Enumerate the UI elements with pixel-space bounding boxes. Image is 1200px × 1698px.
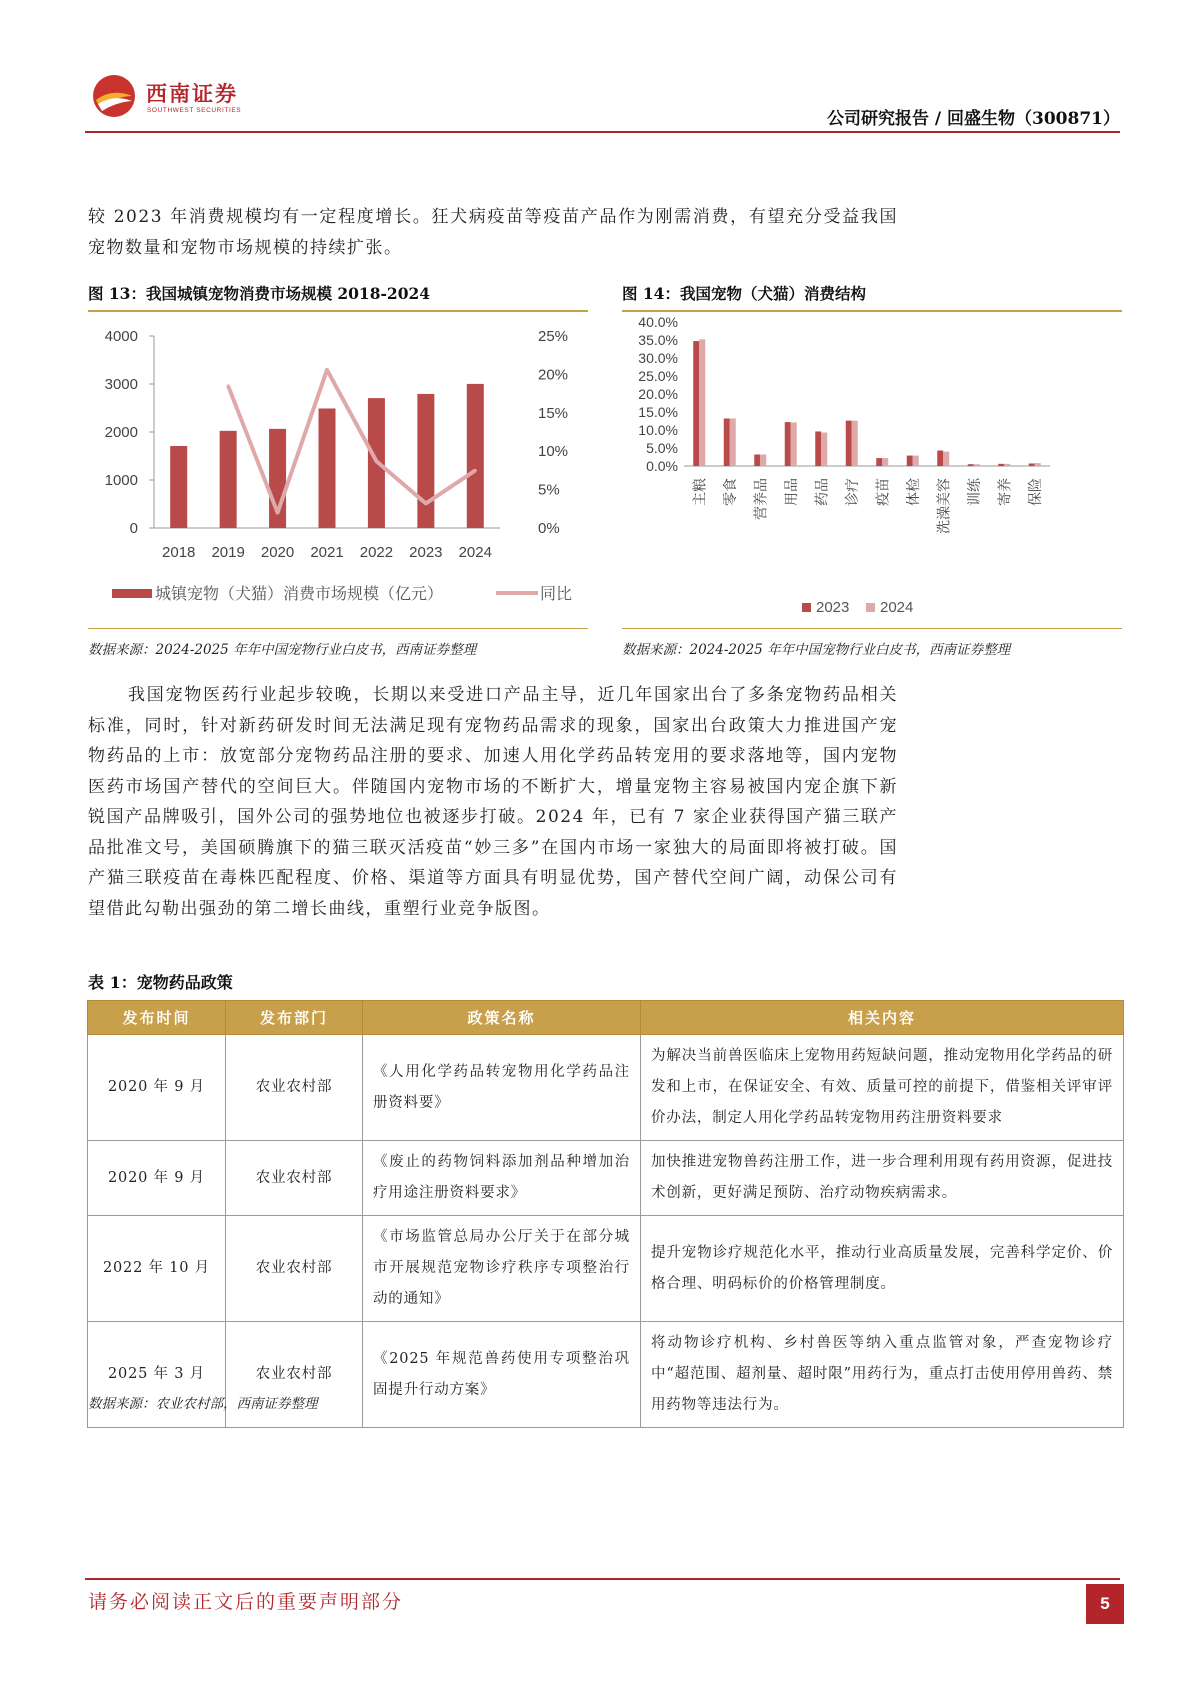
x-tick-label: 2020 xyxy=(260,544,295,561)
bar-2023-营养品 xyxy=(754,454,760,466)
bar-2023-寄养 xyxy=(998,464,1004,466)
yoy-point xyxy=(326,368,329,371)
yoy-point xyxy=(424,502,427,505)
y-tick-label-right: 25% xyxy=(538,328,569,345)
report-title: 公司研究报告 / 回盛生物（300871） xyxy=(826,109,1120,129)
bar-2024-营养品 xyxy=(760,454,766,466)
x-tick-label: 体检 xyxy=(904,478,921,506)
x-tick-label: 2022 xyxy=(359,544,394,561)
figure-13-chart xyxy=(88,314,588,626)
figure-13-top-rule xyxy=(88,310,588,312)
x-tick-label: 2023 xyxy=(409,544,443,561)
legend-swatch-2023 xyxy=(802,603,811,612)
bar-2023 xyxy=(417,394,434,528)
y-tick-label-right: 10% xyxy=(538,443,569,461)
x-tick-label: 2018 xyxy=(162,544,196,561)
bar-2023-零食 xyxy=(724,418,730,466)
x-tick-label: 零食 xyxy=(721,478,738,506)
y-tick-label-left: 1000 xyxy=(104,472,138,489)
figure-14-top-rule xyxy=(622,310,1122,312)
yoy-point xyxy=(474,469,477,472)
y-tick-label: 30.0% xyxy=(638,350,678,366)
bar-2024-用品 xyxy=(791,422,797,466)
y-tick-label-left: 3000 xyxy=(104,376,138,393)
bar-2024-诊疗 xyxy=(852,421,858,466)
x-tick-label: 用品 xyxy=(782,478,799,506)
y-tick-label: 10.0% xyxy=(638,422,678,438)
bar-2021 xyxy=(319,408,336,528)
x-tick-label: 洗澡美容 xyxy=(935,478,952,534)
cell-content: 将动物诊疗机构、乡村兽医等纳入重点监管对象，严查宠物诊疗中“超范围、超剂量、超时限”用药行为，重点打击使用停用兽药、禁用药物等违法行为。 xyxy=(641,1322,1124,1428)
y-tick-label-right: 0% xyxy=(538,520,560,537)
bar-2024 xyxy=(467,384,484,528)
cell-date: 2022 年 10 月 xyxy=(88,1216,226,1322)
bar-2023-洗澡美容 xyxy=(937,451,943,466)
yoy-point xyxy=(227,384,230,387)
body-paragraph-2: 我国宠物医药行业起步较晚，长期以来受进口产品主导，近几年国家出台了多条宠物药品相关标准，同时，针对新药研发时间无法满足现有宠物药品需求的现象，国家出台政策大力推进国产宠物药品的上市：放宽部分宠物药品注册的要求、加速人用化学药品转宠用的要求落地等，国内宠物医药市场国产替代的空间巨大。伴随国内宠物市场的不断扩大，增量宠物主容易被国内宠企旗下新锐国产品牌吸引，国外公司的强势地位也被逐步打破。2024 年，已有 7 家企业获得国产猫三联产品批准文号，美国硕腾旗下的猫三联灭活疫苗“妙三多”在国内市场一家独大的局面即将被打破。国产猫三联疫苗在毒株匹配程度、价格、渠道等方面具有明显优势，国产替代空间广阔，动保公司有望借此勾勒出强劲的第二增长曲线，重塑行业竞争版图。 xyxy=(88,685,898,919)
y-tick-label-left: 2000 xyxy=(104,424,138,441)
figure-14-source: 数据来源：2024-2025 年年中国宠物行业白皮书，西南证券整理 xyxy=(622,642,1011,658)
bar-2024-药品 xyxy=(821,433,827,466)
cell-department: 农业农村部 xyxy=(226,1035,363,1141)
footer-divider xyxy=(85,1578,1120,1580)
logo-mark-icon xyxy=(92,74,136,118)
x-tick-label: 诊疗 xyxy=(843,478,860,506)
bar-2024-体检 xyxy=(913,456,919,466)
table-row xyxy=(88,1035,1124,1141)
header-release-date: 发布时间 xyxy=(88,1001,226,1035)
y-tick-label: 35.0% xyxy=(638,332,678,348)
legend-label-yoy: 同比 xyxy=(540,586,573,603)
cell-policy: 《2025 年规范兽药使用专项整治巩固提升行动方案》 xyxy=(363,1322,641,1428)
x-tick-label: 疫苗 xyxy=(874,478,891,506)
bar-2023-疫苗 xyxy=(876,458,882,466)
cell-date: 2020 年 9 月 xyxy=(88,1035,226,1141)
y-tick-label: 40.0% xyxy=(638,314,678,330)
x-tick-label: 主粮 xyxy=(691,478,708,506)
y-tick-label-right: 15% xyxy=(538,404,569,422)
cell-policy: 《废止的药物饲料添加剂品种增加治疗用途注册资料要求》 xyxy=(363,1141,641,1216)
bar-2024-保险 xyxy=(1035,463,1041,466)
legend-swatch-2024 xyxy=(866,603,875,612)
cell-department: 农业农村部 xyxy=(226,1141,363,1216)
y-tick-label-right: 20% xyxy=(538,366,569,384)
legend-swatch-bar xyxy=(112,589,152,598)
bar-2019 xyxy=(220,431,237,528)
figure-14-chart xyxy=(622,314,1122,626)
page-number: 5 xyxy=(1086,1584,1124,1624)
header-department: 发布部门 xyxy=(226,1001,363,1035)
cell-department: 农业农村部 xyxy=(226,1216,363,1322)
bar-2024-主粮 xyxy=(699,339,705,466)
y-tick-label-right: 5% xyxy=(538,481,560,499)
y-tick-label: 0.0% xyxy=(646,458,678,474)
x-tick-label: 2021 xyxy=(310,544,344,561)
bar-2018 xyxy=(170,446,187,528)
y-tick-label: 20.0% xyxy=(638,386,678,402)
bar-2023-主粮 xyxy=(693,341,699,466)
figure-14-title: 图 14：我国宠物（犬猫）消费结构 xyxy=(622,284,866,303)
header-divider xyxy=(85,131,1120,133)
y-tick-label: 5.0% xyxy=(646,440,678,456)
policy-table xyxy=(87,1000,1124,1428)
bar-2024-洗澡美容 xyxy=(943,452,949,466)
table-row xyxy=(88,1141,1124,1216)
logo-name-cn: 西南证券 xyxy=(146,81,238,106)
cell-content: 提升宠物诊疗规范化水平，推动行业高质量发展，完善科学定价、价格合理、明码标价的价格管理制度。 xyxy=(641,1216,1124,1322)
header-content: 相关内容 xyxy=(641,1001,1124,1035)
header-policy-name: 政策名称 xyxy=(363,1001,641,1035)
y-tick-label-left: 4000 xyxy=(104,328,138,345)
legend-label-2023: 2023 xyxy=(816,599,850,616)
bar-2023-药品 xyxy=(815,431,821,466)
yoy-line xyxy=(228,370,475,513)
x-tick-label: 药品 xyxy=(813,478,830,506)
cell-policy: 《人用化学药品转宠物用化学药品注册资料要》 xyxy=(363,1035,641,1141)
x-tick-label: 保险 xyxy=(1026,478,1043,506)
table-header-row xyxy=(88,1001,1124,1035)
company-logo xyxy=(92,72,270,124)
logo-name-en: SOUTHWEST SECURITIES xyxy=(147,107,242,114)
figure-14-bottom-rule xyxy=(622,628,1122,629)
table-1-source: 数据来源：农业农村部，西南证券整理 xyxy=(88,1396,318,1412)
body-paragraph-1: 较 2023 年消费规模均有一定程度增长。狂犬病疫苗等疫苗产品作为刚需消费，有望充分受益我国宠物数量和宠物市场规模的持续扩张。 xyxy=(88,207,898,258)
footer-disclaimer: 请务必阅读正文后的重要声明部分 xyxy=(88,1591,404,1613)
bar-2024-零食 xyxy=(730,418,736,466)
table-row xyxy=(88,1216,1124,1322)
yoy-point xyxy=(276,511,279,514)
bar-2023-用品 xyxy=(785,422,791,466)
bar-2023-体检 xyxy=(907,456,913,466)
bar-2024-寄养 xyxy=(1004,464,1010,466)
x-tick-label: 2024 xyxy=(458,544,492,561)
bar-2023-训练 xyxy=(968,464,974,466)
legend-label-2024: 2024 xyxy=(880,599,914,616)
x-tick-label: 训练 xyxy=(965,478,982,506)
yoy-point xyxy=(375,460,378,463)
table-1-title: 表 1：宠物药品政策 xyxy=(88,973,233,992)
cell-department: 农业农村部 xyxy=(226,1322,363,1428)
y-tick-label: 25.0% xyxy=(638,368,678,384)
cell-content: 加快推进宠物兽药注册工作，进一步合理利用现有药用资源，促进技术创新，更好满足预防、治疗动物疾病需求。 xyxy=(641,1141,1124,1216)
legend-label-market-size: 城镇宠物（犬猫）消费市场规模（亿元） xyxy=(155,586,444,603)
y-tick-label-left: 0 xyxy=(129,520,138,537)
bar-2024-疫苗 xyxy=(882,458,888,466)
figure-13-bottom-rule xyxy=(88,628,588,629)
cell-date: 2025 年 3 月 xyxy=(88,1322,226,1428)
bar-2023-诊疗 xyxy=(846,421,852,466)
bar-2023-保险 xyxy=(1029,463,1035,466)
x-tick-label: 营养品 xyxy=(752,478,769,520)
y-tick-label: 15.0% xyxy=(638,404,678,420)
cell-policy: 《市场监管总局办公厅关于在部分城市开展规范宠物诊疗秩序专项整治行动的通知》 xyxy=(363,1216,641,1322)
cell-content: 为解决当前兽医临床上宠物用药短缺问题，推动宠物用化学药品的研发和上市，在保证安全、有效、质量可控的前提下，借鉴相关评审评价办法，制定人用化学药品转宠物用药注册资料要求 xyxy=(641,1035,1124,1141)
x-tick-label: 寄养 xyxy=(996,478,1013,506)
bar-2024-训练 xyxy=(974,464,980,466)
figure-13-source: 数据来源：2024-2025 年年中国宠物行业白皮书，西南证券整理 xyxy=(88,642,477,658)
figure-13-title: 图 13：我国城镇宠物消费市场规模 2018-2024 xyxy=(88,284,431,303)
x-tick-label: 2019 xyxy=(211,544,245,561)
cell-date: 2020 年 9 月 xyxy=(88,1141,226,1216)
